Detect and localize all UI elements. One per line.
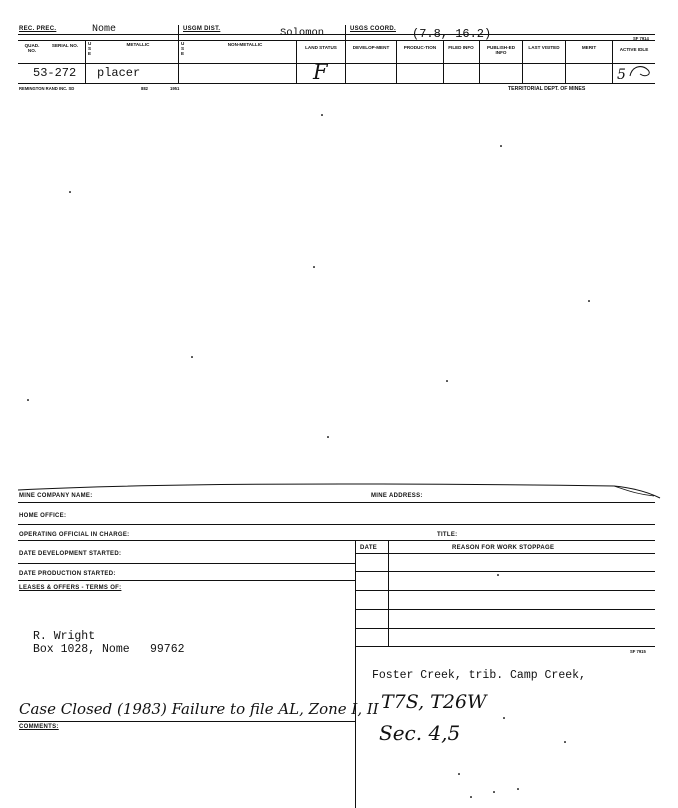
lower-vrule-main	[355, 540, 356, 808]
operating-official-label: OPERATING OFFICIAL IN CHARGE:	[19, 532, 130, 538]
speck	[588, 300, 590, 302]
leases-label: LEASES & OFFERS - TERMS OF:	[19, 585, 122, 591]
usgm-dist-value: Solomon	[280, 27, 325, 39]
speck	[497, 574, 499, 576]
col-use-marker-b: U S E	[181, 41, 185, 56]
serial-value: 53-272	[33, 66, 77, 80]
speck	[493, 791, 495, 793]
header-vrule	[85, 40, 86, 83]
speck	[470, 796, 472, 798]
speck	[27, 399, 29, 401]
lower-rule-e	[356, 571, 655, 572]
owner-name: R. Wright	[33, 630, 96, 643]
land-status-mark: F	[313, 60, 328, 84]
col-metallic: METALLIC	[126, 42, 150, 47]
col-filed-info: FILED INFO	[448, 45, 474, 50]
rec-prec-label: REC. PREC.	[19, 26, 57, 32]
lower-rule-i	[356, 628, 655, 629]
speck	[517, 788, 519, 790]
printer-code-b: 1951	[170, 86, 180, 91]
speck	[503, 717, 505, 719]
rec-prec-value: Nome	[92, 24, 117, 35]
col-quad-no: QUAD. NO.	[24, 43, 40, 53]
mine-company-label: MINE COMPANY NAME:	[19, 493, 93, 499]
col-use-marker-a: U S E	[88, 41, 92, 56]
owner-zip: 99762	[150, 643, 185, 656]
handwritten-township: T7S, T26W	[381, 691, 487, 713]
form-number-bottom: SF 7915	[630, 649, 646, 654]
speck	[500, 145, 502, 147]
location-line: Foster Creek, trib. Camp Creek,	[372, 669, 586, 682]
lower-rule-comments	[18, 721, 355, 722]
col-published-info: PUBLISH-ED INFO	[486, 45, 516, 55]
active-idle-mark: 5	[617, 67, 626, 83]
active-idle-scribble	[620, 62, 660, 82]
metallic-value: placer	[97, 66, 141, 80]
lower-rule-a	[18, 502, 655, 503]
reason-column-header: REASON FOR WORK STOPPAGE	[452, 545, 555, 551]
col-last-visited: LAST VISITED	[528, 45, 560, 50]
speck	[564, 741, 566, 743]
speck	[321, 114, 323, 116]
header-vrule	[345, 25, 346, 83]
header-vrule	[443, 40, 444, 83]
speck	[327, 436, 329, 438]
usgs-coord-label: USGS COORD.	[350, 26, 396, 32]
speck	[69, 191, 71, 193]
header-rule-subheader	[18, 63, 655, 64]
agency-label: TERRITORIAL DEPT. OF MINES	[508, 86, 586, 92]
lower-rule-j	[356, 646, 655, 647]
date-development-label: DATE DEVELOPMENT STARTED:	[19, 551, 122, 557]
col-serial-no: SERIAL NO.	[51, 43, 79, 48]
card-curl-edge	[14, 476, 664, 502]
speck	[191, 356, 193, 358]
owner-address: Box 1028, Nome	[33, 643, 130, 656]
col-production: PRODUC-TION	[403, 45, 437, 50]
lower-rule-f	[18, 580, 355, 581]
col-non-metallic: NON-METALLIC	[227, 42, 263, 47]
usgm-dist-label: USGM DIST.	[183, 26, 221, 32]
date-production-label: DATE PRODUCTION STARTED:	[19, 571, 116, 577]
header-vrule	[612, 40, 613, 83]
usgs-coord-value: (7.8, 16.2)	[412, 27, 492, 41]
comments-label: COMMENTS:	[19, 724, 59, 730]
handwritten-section: Sec. 4,5	[379, 721, 461, 745]
date-column-header: DATE	[360, 545, 378, 551]
lower-rule-d	[18, 563, 355, 564]
mine-address-label: MINE ADDRESS:	[371, 493, 423, 499]
title-label: TITLE:	[437, 532, 458, 538]
form-number-top: SF 7914	[633, 36, 649, 41]
speck	[458, 773, 460, 775]
printer-line: REMINGTON RAND INC. SD	[19, 86, 75, 91]
lower-rule-date-header	[356, 553, 655, 554]
printer-code-a: 882	[141, 86, 148, 91]
home-office-label: HOME OFFICE:	[19, 513, 67, 519]
header-rule-mid	[18, 40, 655, 41]
lower-rule-b	[18, 524, 655, 525]
header-vrule	[396, 40, 397, 83]
lower-rule-g	[356, 590, 655, 591]
speck	[313, 266, 315, 268]
lower-vrule-date	[388, 540, 389, 647]
col-development: DEVELOP-MENT	[352, 45, 390, 50]
header-vrule	[296, 40, 297, 83]
col-land-status: LAND STATUS	[305, 45, 337, 50]
header-rule-bottom	[18, 83, 655, 84]
col-active-idle: ACTIVE IDLE	[619, 47, 649, 52]
header-vrule	[522, 40, 523, 83]
col-merit: MERIT	[581, 45, 597, 50]
lower-rule-c	[18, 540, 655, 541]
speck	[446, 380, 448, 382]
handwritten-case-note: Case Closed (1983) Failure to file AL, Zone I, II	[19, 700, 379, 718]
header-vrule	[178, 25, 179, 83]
header-vrule	[479, 40, 480, 83]
header-vrule	[565, 40, 566, 83]
lower-rule-h	[356, 609, 655, 610]
